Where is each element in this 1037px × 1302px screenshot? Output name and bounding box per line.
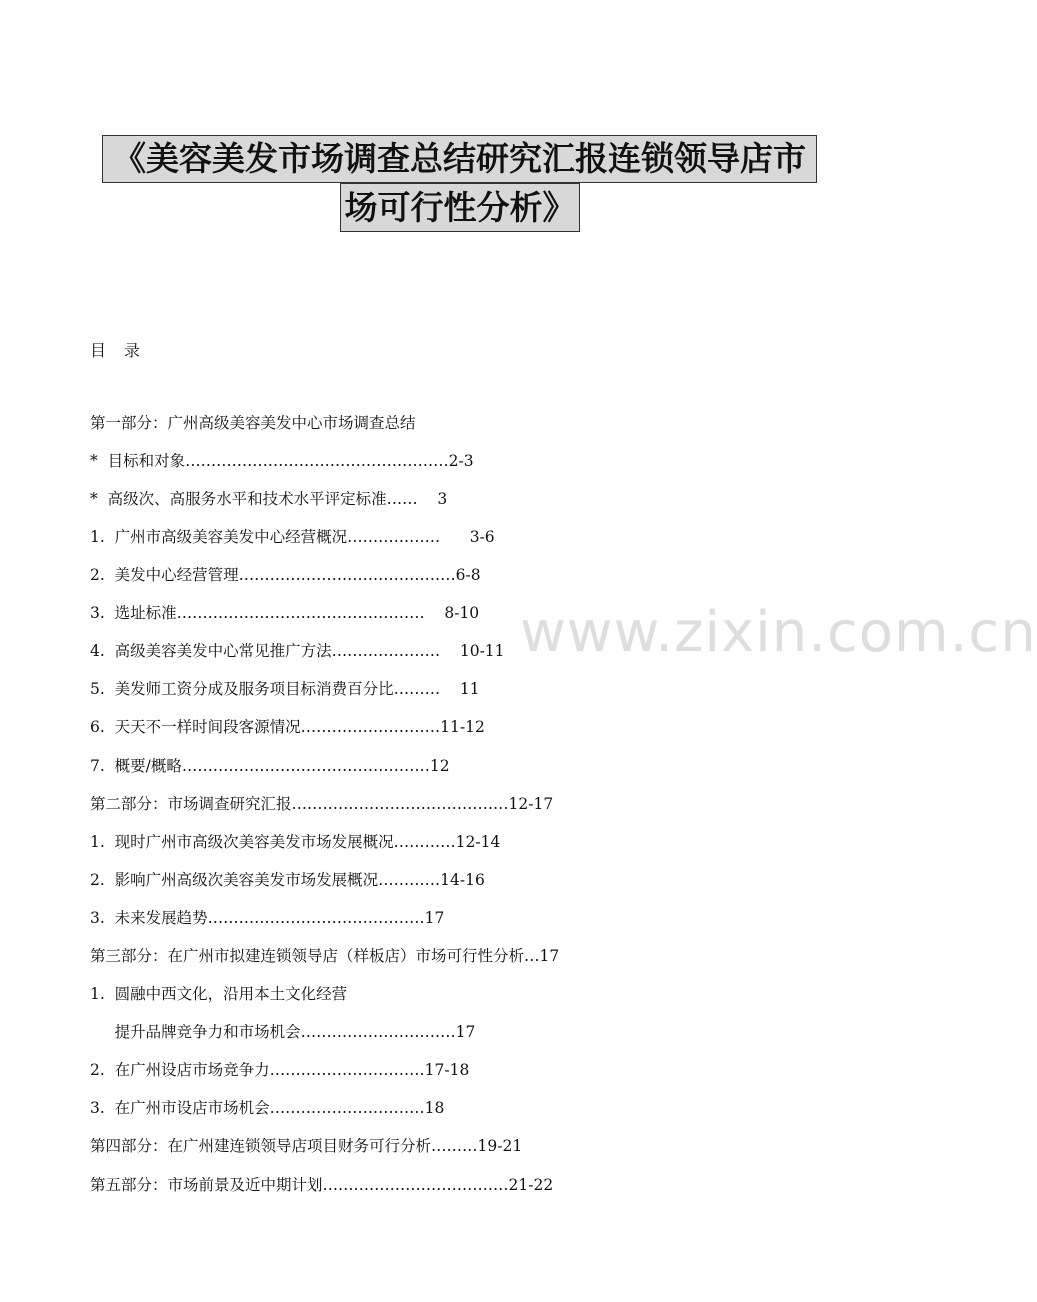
toc-entry: 4. 高级美容美发中心常见推广方法………………… 10-11	[90, 642, 505, 660]
toc-heading	[90, 338, 140, 361]
watermark: www.zixin.com.cn	[520, 600, 1037, 665]
toc-entry: 第四部分：在广州建连锁领导店项目财务可行分析………19-21	[90, 1137, 523, 1155]
document-title-line-1: 《美容美发市场调查总结研究汇报连锁领导店市	[102, 135, 817, 183]
toc-heading-char-2: 录	[124, 341, 141, 360]
toc-heading-char-1: 目	[90, 341, 107, 360]
toc-entry: 2. 影响广州高级次美容美发市场发展概况…………14-16	[90, 871, 485, 889]
toc-entry: 1. 广州市高级美容美发中心经营概况……………… 3-6	[90, 528, 495, 546]
toc-entry: 2. 在广州设店市场竞争力…………………………17-18	[90, 1061, 470, 1079]
toc-entry: * 目标和对象……………………………………………2-3	[90, 452, 474, 470]
document-title-line-2: 场可行性分析》	[340, 183, 580, 232]
toc-entry: 3. 未来发展趋势……………………………………17	[90, 909, 445, 927]
toc-entry: 1. 圆融中西文化，沿用本土文化经营	[90, 985, 348, 1003]
toc-entry: 6. 天天不一样时间段客源情况………………………11-12	[90, 718, 485, 736]
toc-entry: 提升品牌竞争力和市场机会…………………………17	[90, 1023, 476, 1041]
toc-entry: 7. 概要/概略…………………………………………12	[90, 757, 450, 775]
toc-entry: 第五部分：市场前景及近中期计划………………………………21-22	[90, 1176, 554, 1194]
toc-entry: 5. 美发师工资分成及服务项目标消费百分比……… 11	[90, 680, 480, 698]
toc-entry: 3. 在广州市设店市场机会…………………………18	[90, 1099, 445, 1117]
toc-entry: 2. 美发中心经营管理……………………………………6-8	[90, 566, 481, 584]
toc-entry: 第三部分：在广州市拟建连锁领导店（样板店）市场可行性分析…17	[90, 947, 560, 965]
toc-entry: 1. 现时广州市高级次美容美发市场发展概况…………12-14	[90, 833, 501, 851]
toc-entry: 第一部分：广州高级美容美发中心市场调查总结	[90, 414, 416, 432]
toc-entry: 第二部分：市场调查研究汇报……………………………………12-17	[90, 795, 554, 813]
toc-entry: * 高级次、高服务水平和技术水平评定标准…… 3	[90, 490, 448, 508]
toc-entry: 3. 选址标准………………………………………… 8-10	[90, 604, 480, 622]
